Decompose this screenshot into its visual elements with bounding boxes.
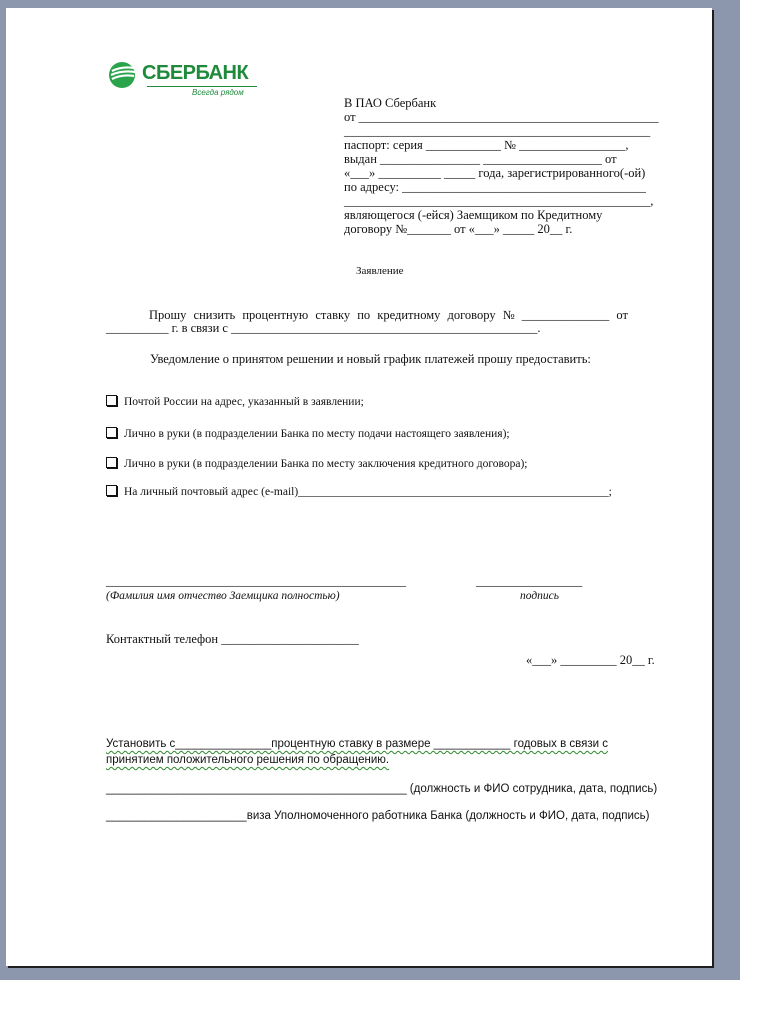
employee-signature-line: _______________________________________________ (должность и ФИО сотрудника, дата, подпись) [106, 783, 658, 795]
delivery-option-email[interactable] [106, 485, 612, 498]
request-line: Прошу снизить процентную ставку по кредитному договору № ______________ от [149, 308, 628, 322]
delivery-option-post[interactable] [106, 395, 364, 408]
header-line: выдан ________________ ___________________ от [344, 152, 617, 166]
bank-decision-line: принятием положительного решения по обращению. [106, 754, 390, 766]
header-line: «___» __________ _____ года, зарегистрированного(-ой) [344, 166, 646, 180]
logo-underline [147, 86, 257, 87]
signature-name-line: ________________________________________________ [106, 574, 406, 588]
request-line: __________ г. в связи с _________________________________________________. [106, 321, 541, 335]
checkbox-icon[interactable] [106, 485, 117, 496]
checkbox-icon[interactable] [106, 427, 117, 438]
option-label: Почтой России на адрес, указанный в заявлении; [124, 396, 364, 408]
checkbox-icon[interactable] [106, 457, 117, 468]
checkbox-icon[interactable] [106, 395, 117, 406]
authorized-visa-line: ______________________виза Уполномоченного работника Банка (должность и ФИО, дата, подпись) [106, 810, 650, 822]
logo-title: СБЕРБАНК [142, 62, 249, 84]
header-line: паспорт: серия ____________ № _________________, [344, 138, 629, 152]
header-line: по адресу: _______________________________________ [344, 180, 646, 194]
sberbank-logo-icon [107, 60, 139, 90]
signature-line: _________________ [476, 574, 583, 588]
application-date: «___» _________ 20__ г. [526, 653, 655, 667]
header-line: договору №_______ от «___» _____ 20__ г. [344, 222, 573, 236]
contact-phone: Контактный телефон ______________________ [106, 632, 359, 646]
delivery-option-branch-application[interactable] [106, 427, 510, 440]
option-label: Лично в руки (в подразделении Банка по месту подачи настоящего заявления); [124, 428, 510, 440]
header-line: В ПАО Сбербанк [344, 96, 437, 110]
header-line: от ________________________________________________ [344, 110, 659, 124]
bank-decision-line: Установить с_______________процентную ставку в размере ____________ годовых в связи с [106, 738, 609, 750]
option-label: На личный почтовый адрес (e-mail)______________________________________________________; [124, 486, 612, 498]
header-line: _________________________________________________, [344, 194, 654, 208]
logo-slogan: Всегда рядом [192, 88, 244, 97]
document-page [6, 8, 712, 966]
option-label: Лично в руки (в подразделении Банка по месту заключения кредитного договора); [124, 458, 528, 470]
signature-name-caption: (Фамилия имя отчество Заемщика полностью) [106, 590, 340, 602]
document-title: Заявление [356, 265, 404, 277]
notice-text: Уведомление о принятом решении и новый график платежей прошу предоставить: [150, 352, 591, 366]
header-line: являющегося (-ейся) Заемщиком по Кредитному [344, 208, 603, 222]
header-line: _________________________________________________ [344, 124, 651, 138]
signature-caption: подпись [520, 590, 560, 602]
delivery-option-branch-contract[interactable] [106, 457, 528, 470]
